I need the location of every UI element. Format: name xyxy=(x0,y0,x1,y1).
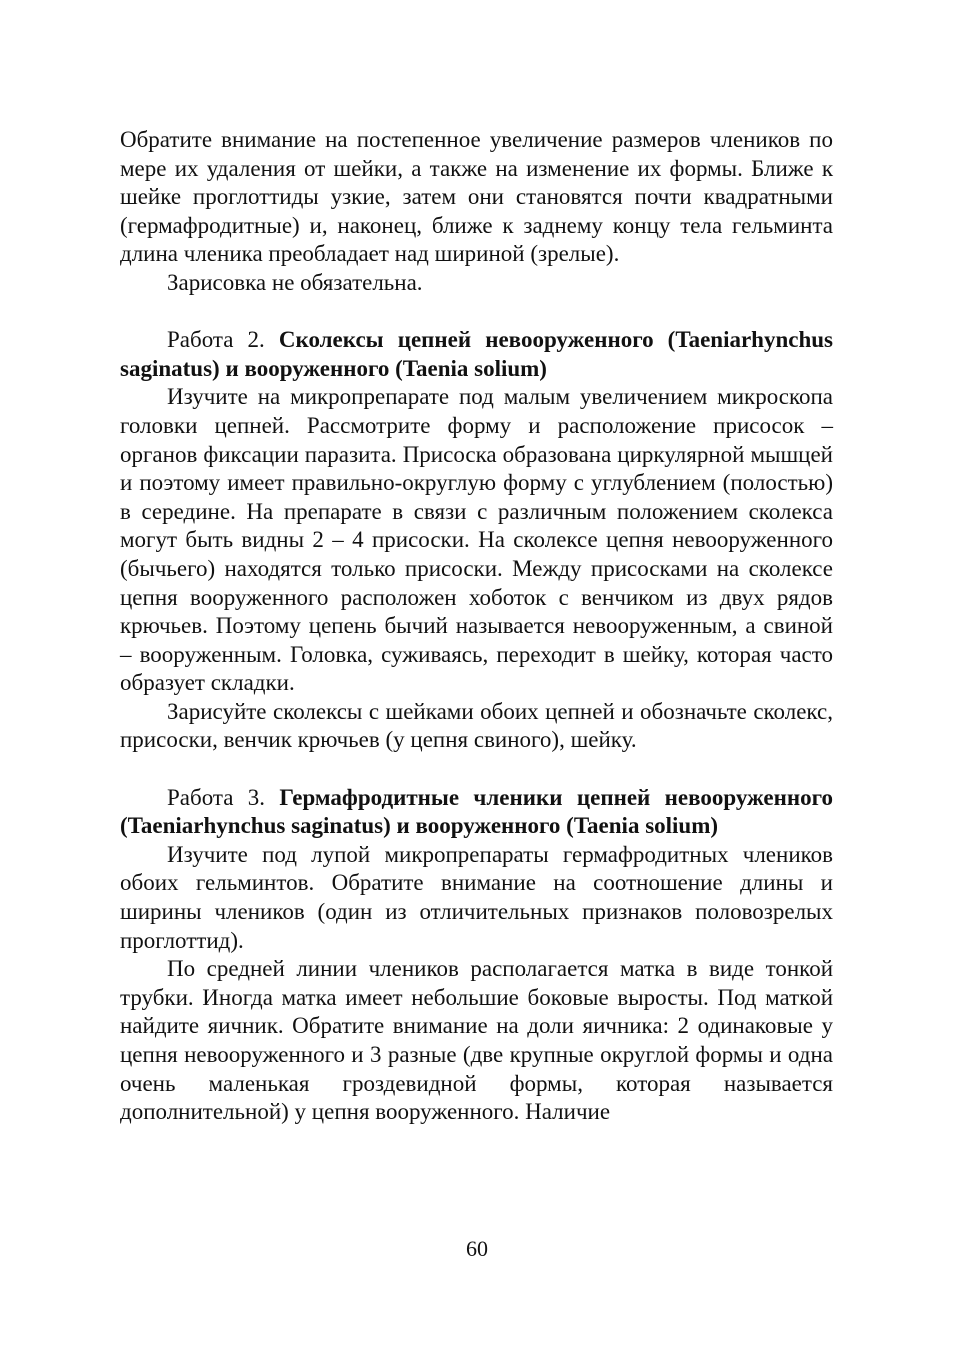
paragraph-drawing-optional: Зарисовка не обязательна. xyxy=(167,269,423,295)
paragraph-scolex-drawing: Зарисуйте сколексы с шейками обоих цепней и обозначьте сколекс, присоски, венчик крючьев (у цепня свиного), шейку. xyxy=(120,698,833,753)
work-2-heading xyxy=(120,326,833,383)
work-2-title: Сколексы цепней невооруженного (Taeniarhynchus saginatus) и вооруженного (Taenia solium) xyxy=(120,327,833,381)
page-body xyxy=(120,126,833,1127)
work-3-label: Работа 3. xyxy=(167,784,280,810)
paragraph-segment-growth: Обратите внимание на постепенное увеличение размеров члеников по мере их удаления от шейки, а также на изменение их формы. Ближе к шейке проглоттиды узкие, затем они становятся почти квадратными (гермафродитные) и, наконец, ближе к заднему концу тела гельминта длина членика преобладает над шириной (зрелые). xyxy=(120,127,833,267)
page-number: 60 xyxy=(466,1236,488,1261)
paragraph-uterus-ovary: По средней линии члеников располагается матка в виде тонкой трубки. Иногда матка имеет небольшие боковые выросты. Под маткой найдите яичник. Обратите внимание на доли яичника: 2 одинаковые у цепня невооруженного и 3 разные (две крупные округлой формы и одна очень маленькая гроздевидной формы, которая называется дополнительной) у цепня вооруженного. Наличие xyxy=(120,956,833,1125)
work-2-label: Работа 2. xyxy=(167,327,279,353)
paragraph-scolex-study: Изучите на микропрепарате под малым увеличением микроскопа головки цепней. Рассмотрите форму и расположение присосок – органов фиксации паразита. Присоска образована циркулярной мышцей и поэтому имеет правильно-округлую форму с углублением (полостью) в середине. На препарате в связи с различным положением сколекса могут быть видны 2 – 4 присоски. На сколексе цепня невооруженного (бычьего) находятся только присоски. Между присосками на сколексе цепня вооруженного расположен хоботок с венчиком из двух рядов крючьев. Поэтому цепень бычий называется невооруженным, а свиной – вооруженным. Головка, суживаясь, переходит в шейку, которая часто образует складки. xyxy=(120,384,833,696)
paragraph-hermaphrodite-study: Изучите под лупой микропрепараты гермафродитных члеников обоих гельминтов. Обратите внимание на соотношение длины и ширины члеников (один из отличительных признаков половозрелых проглоттид). xyxy=(120,841,833,953)
work-3-title: Гермафродитные членики цепней невооруженного (Taeniarhynchus saginatus) и вооруженного (Taenia solium) xyxy=(120,784,833,839)
work-3-heading xyxy=(120,784,833,841)
